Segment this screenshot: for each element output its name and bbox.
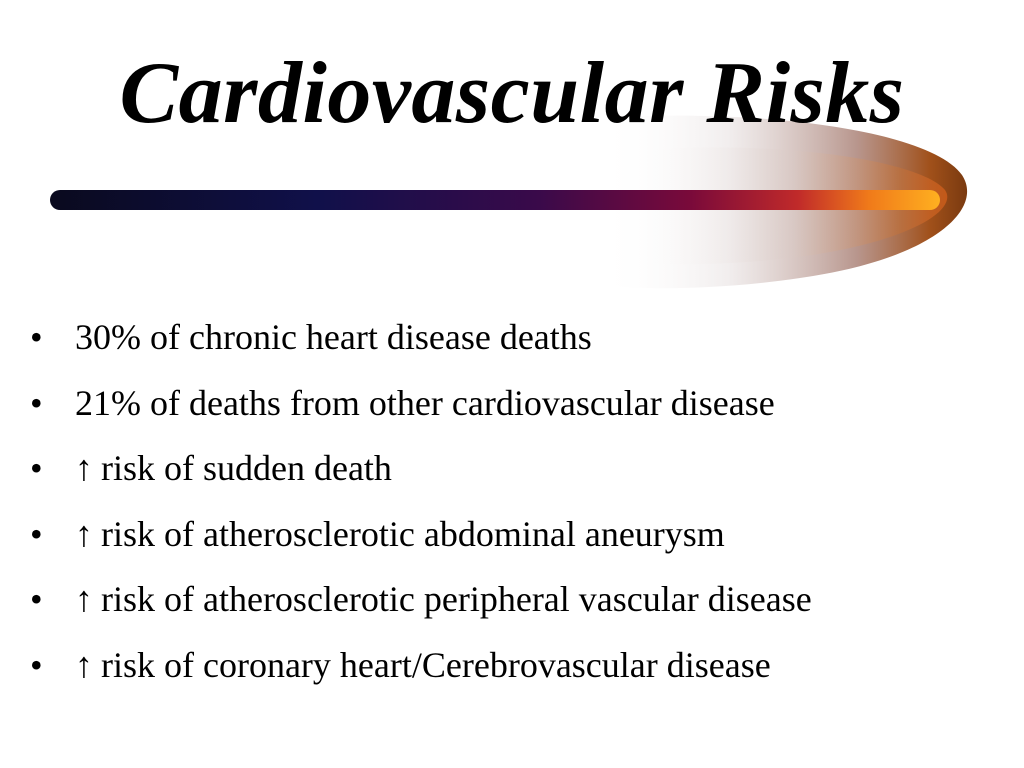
list-item [30, 305, 1020, 371]
up-arrow-icon: ↑ [75, 448, 93, 488]
list-item [30, 436, 1020, 502]
bullet-text: 30% of chronic heart disease deaths [75, 317, 592, 357]
bullet-dot: • [30, 317, 43, 357]
bullet-text: risk of atherosclerotic abdominal aneurysm [101, 513, 725, 554]
up-arrow-icon: ↑ [75, 579, 93, 619]
bullet-text: risk of sudden death [101, 448, 392, 488]
list-item [30, 502, 1020, 568]
bullet-text: risk of coronary heart/Cerebrovascular disease [101, 644, 771, 685]
bullet-dot: • [30, 579, 43, 619]
bullet-dot: • [30, 382, 43, 423]
list-item [30, 371, 1020, 437]
bullet-text: risk of atherosclerotic peripheral vascular disease [101, 579, 812, 619]
bullet-dot: • [30, 644, 43, 685]
list-item [30, 567, 1020, 633]
bullet-dot: • [30, 513, 43, 554]
bullet-list [30, 305, 1020, 698]
bullet-text: 21% of deaths from other cardiovascular disease [75, 382, 775, 423]
bullet-dot: • [30, 448, 43, 488]
up-arrow-icon: ↑ [75, 513, 93, 554]
slide-title: Cardiovascular Risks [119, 45, 905, 142]
up-arrow-icon: ↑ [75, 644, 93, 685]
list-item [30, 633, 1020, 699]
gradient-bar [50, 190, 940, 210]
